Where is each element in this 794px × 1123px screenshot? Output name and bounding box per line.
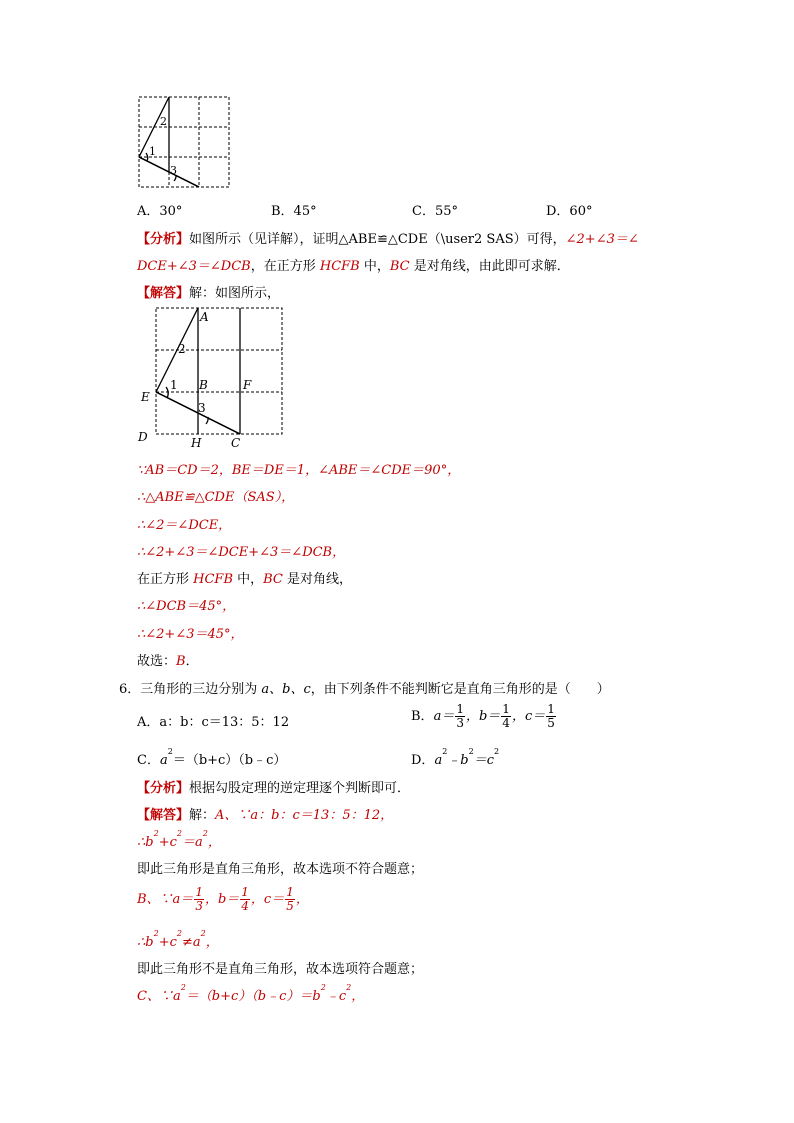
analysis-tag: 【分析】 <box>137 232 190 247</box>
q6-answer-line-2: $\therefore b^2+c^2=a^2$， <box>137 829 221 850</box>
option-b: B．45° <box>271 204 317 219</box>
q6-answer-line-1: 【解答】解：A、∵a：b：c＝13：5：12， <box>137 808 394 823</box>
option-a: A．30° <box>137 204 183 219</box>
answer-tag: 【解答】 <box>137 286 190 301</box>
option-c: C．55° <box>412 204 458 219</box>
q6-answer-line-6: 即此三角形不是直角三角形，故本选项符合题意； <box>137 962 424 977</box>
step-5: 在正方形 HCFB 中，BC 是对角线， <box>137 572 353 587</box>
figure-q5-solution <box>136 305 288 455</box>
answer-line-1: 【解答】解：如图所示， <box>137 286 281 301</box>
q6-answer-line-5: $\therefore b^2+c^2\ne a^2$， <box>137 929 219 950</box>
fig2-label-c: C <box>231 436 241 450</box>
q6-option-c: C．$a^2=(b+c)(b﹣c)$ <box>137 747 287 768</box>
fig2-label-f: F <box>243 378 252 392</box>
fig2-label-1: 1 <box>170 378 178 392</box>
analysis-line-1: 【分析】如图所示（见详解），证明△ABE≌△CDE（\user2 SAS）可得，∠2+∠3＝∠ <box>137 232 639 247</box>
step-4: ∴∠2+∠3＝∠DCE+∠3＝∠DCB， <box>137 545 346 560</box>
fig1-label-3: 3 <box>170 164 177 177</box>
fig1-label-2: 2 <box>160 115 167 128</box>
option-d: D．60° <box>546 204 593 219</box>
step-8: 故选：B． <box>137 654 199 669</box>
analysis-line-2: DCE+∠3＝∠DCB，在正方形 HCFB 中，BC 是对角线，由此即可求解． <box>137 259 570 274</box>
q6-stem: 6．三角形的三边分别为 a、b、c，由下列条件不能判断它是直角三角形的是（ ） <box>119 682 610 697</box>
fig2-label-b: B <box>199 378 208 392</box>
q6-option-b: B．a＝ $\frac{1}{3}$ ，b＝ $\frac{1}{4}$ ，c＝ $\frac{1}{5}$ <box>411 702 555 730</box>
step-1: ∵AB＝CD＝2，BE＝DE＝1，∠ABE＝∠CDE＝90°， <box>137 463 461 478</box>
q6-option-a: A．a：b：c＝13：5：12 <box>137 715 290 730</box>
fig2-label-e: E <box>141 390 150 404</box>
fig2-label-3: 3 <box>198 401 206 415</box>
q6-answer-line-3: 即此三角形是直角三角形，故本选项不符合题意； <box>137 862 424 877</box>
step-3: ∴∠2＝∠DCE， <box>137 518 232 533</box>
figure-q5-grid <box>136 95 234 191</box>
q6-answer-line-4: B、∵a＝ $\frac{1}{3}$ ，b＝ $\frac{1}{4}$ ，c＝ $\frac{1}{5}$ ， <box>137 885 309 913</box>
q6-answer-line-7: C、$\because a^2=(b+c)(b﹣c)=b^2﹣c^2$， <box>137 983 365 1004</box>
q6-analysis: 【分析】根据勾股定理的逆定理逐个判断即可． <box>137 781 411 796</box>
fig2-label-h: H <box>191 436 202 450</box>
fig1-label-1: 1 <box>149 145 156 158</box>
fig2-label-a: A <box>200 310 209 324</box>
step-7: ∴∠2+∠3＝45°， <box>137 627 244 642</box>
step-6: ∴∠DCB＝45°， <box>137 599 236 614</box>
fig2-label-d: D <box>138 430 148 444</box>
step-2: ∴△ABE≌△CDE（SAS）， <box>137 490 295 505</box>
fig2-label-2: 2 <box>178 342 186 356</box>
q6-option-d: D．$a^2﹣b^2=c^2$ <box>411 747 500 768</box>
